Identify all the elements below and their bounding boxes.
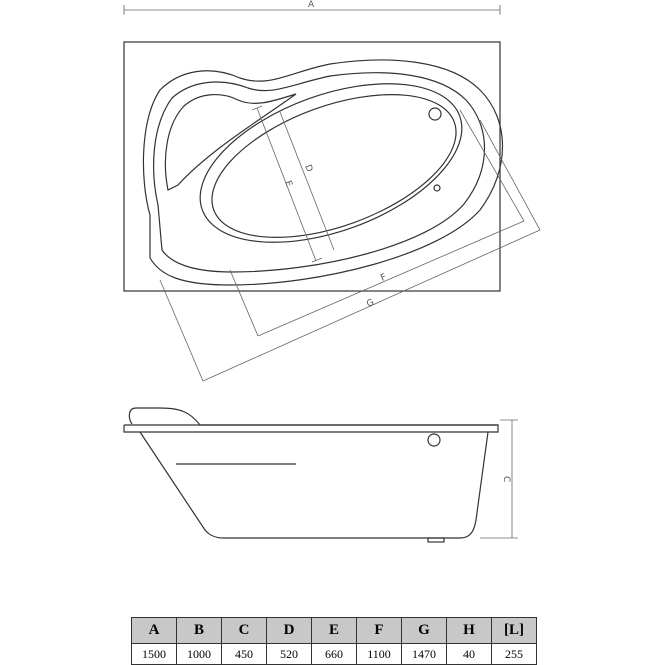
dimension-c-label: C (501, 476, 511, 483)
top-view (124, 0, 540, 381)
value-c: 450 (222, 644, 267, 665)
side-foot (428, 538, 444, 542)
header-f: F (357, 618, 402, 644)
header-a: A (132, 618, 177, 644)
value-b: 1000 (177, 644, 222, 665)
header-h: H (447, 618, 492, 644)
header-e: E (312, 618, 357, 644)
dimension-c (480, 420, 518, 538)
side-view (124, 408, 518, 542)
header-l: [L] (492, 618, 537, 644)
value-h: 40 (447, 644, 492, 665)
drain-hole (429, 108, 441, 120)
value-e: 660 (312, 644, 357, 665)
dimensions-table-value-row (132, 644, 537, 665)
value-d: 520 (267, 644, 312, 665)
dimension-f-label: F (379, 272, 389, 284)
header-b: B (177, 618, 222, 644)
header-d: D (267, 618, 312, 644)
value-f: 1100 (357, 644, 402, 665)
side-overflow (428, 434, 440, 446)
dimension-e-label: E (282, 179, 294, 189)
tub-basin-inner (193, 66, 475, 266)
dimension-d-label: D (302, 163, 315, 174)
header-c: C (222, 618, 267, 644)
side-body (140, 432, 488, 538)
side-rim (124, 408, 498, 432)
value-g: 1470 (402, 644, 447, 665)
dimension-a-label: A (308, 0, 315, 10)
overflow-hole (434, 185, 440, 191)
dimensions-table (131, 617, 537, 665)
value-l: 255 (492, 644, 537, 665)
dimension-g-label: G (365, 297, 376, 310)
dimensions-table-header-row (132, 618, 537, 644)
header-g: G (402, 618, 447, 644)
tub-headrest (165, 94, 296, 190)
value-a: 1500 (132, 644, 177, 665)
